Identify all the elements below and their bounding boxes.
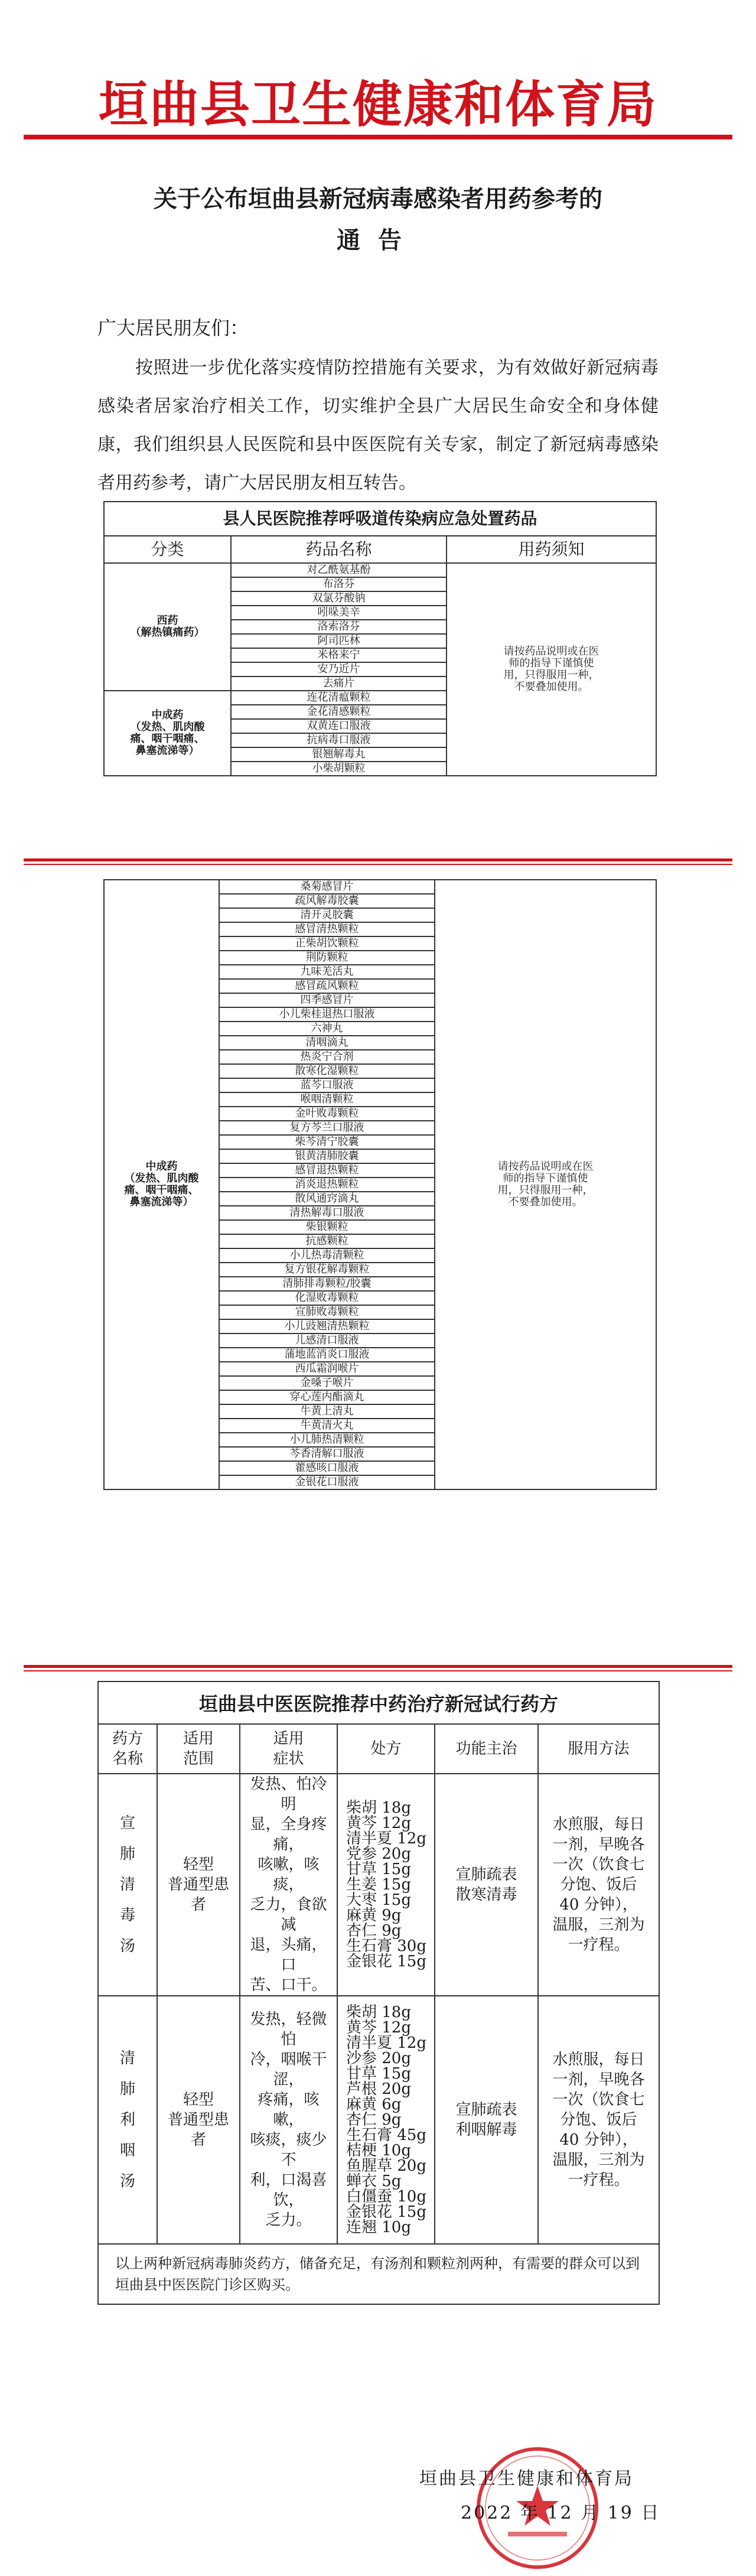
prescription-function-2: 宣肺疏表 利咽解毒 — [435, 1996, 538, 2244]
table3-title: 垣曲县中医医院推荐中药治疗新冠试行药方 — [98, 1681, 659, 1724]
table-cell: 小儿豉翘清热颗粒 — [219, 1319, 435, 1333]
prescription-name-1: 宣 肺 清 毒 汤 — [98, 1774, 157, 1996]
table-cell: 复方银花解毒颗粒 — [219, 1263, 435, 1277]
table1-category-tcm: 中成药 （发热、肌肉酸 痛、咽干咽痛、 鼻塞流涕等） — [104, 691, 231, 776]
section-divider-1 — [24, 858, 732, 861]
table-cell: 六神丸 — [219, 1022, 435, 1036]
table-cell: 疏风解毒胶囊 — [219, 894, 435, 908]
section-divider-1b — [24, 864, 732, 865]
prescription-ingredients-2: 柴胡 18g 黄芩 12g 清半夏 12g 沙参 20g 甘草 15g 芦根 20g 麻黄 6g 杏仁 9g 生石膏 45g 桔梗 10g 鱼腥草 20g 蝉衣 5g 白僵蚕 10g 金银花 15g 连翘 10g — [337, 1996, 435, 2244]
signature-org: 垣曲县卫生健康和体育局 — [419, 2468, 634, 2489]
table-cell: 米格来宁 — [231, 648, 447, 662]
table-cell: 清开灵胶囊 — [219, 908, 435, 922]
prescription-scope-1: 轻型 普通型患者 — [157, 1774, 240, 1996]
table-cell: 西瓜霜润喉片 — [219, 1362, 435, 1376]
prescription-symptoms-2: 发热，轻微怕 冷，咽喉干涩， 疼痛，咳嗽， 咳痰，痰少不 利，口渴喜饮， 乏力。 — [240, 1996, 337, 2244]
header-red-rule — [24, 135, 732, 139]
table-cell: 对乙酰氨基酚 — [231, 563, 447, 577]
table-cell: 安乃近片 — [231, 662, 447, 676]
table-cell: 柴芩清宁胶囊 — [219, 1135, 435, 1149]
table-cell: 清咽滴丸 — [219, 1036, 435, 1050]
table-cell: 蒲地蓝消炎口服液 — [219, 1348, 435, 1362]
table3-header-name: 药方 名称 — [98, 1724, 157, 1774]
table-cell: 喉咽清颗粒 — [219, 1092, 435, 1107]
table-cell: 银翘解毒丸 — [231, 747, 447, 762]
table-cell: 桑菊感冒片 — [219, 880, 435, 894]
prescription-function-1: 宣肺疏表 散寒清毒 — [435, 1774, 538, 1996]
notice-title-line2: 通告 — [337, 226, 419, 254]
table-cell: 热炎宁合剂 — [219, 1050, 435, 1064]
table2-usage-note: 请按药品说明或在医 师的指导下谨慎使 用，只得服用一种， 不要叠加使用。 — [435, 880, 656, 1489]
table3-header-function: 功能主治 — [435, 1724, 538, 1774]
table-cell: 消炎退热颗粒 — [219, 1178, 435, 1192]
table-cell: 小儿热毒清颗粒 — [219, 1248, 435, 1263]
table-cell: 感冒清热颗粒 — [219, 922, 435, 936]
table-cell: 荆防颗粒 — [219, 951, 435, 965]
table-cell: 抗病毒口服液 — [231, 733, 447, 747]
table-cell: 布洛芬 — [231, 577, 447, 591]
table-cell: 清肺排毒颗粒/胶囊 — [219, 1277, 435, 1291]
table-cell: 抗感颗粒 — [219, 1234, 435, 1248]
table-cell: 感冒退热颗粒 — [219, 1163, 435, 1178]
table-cell: 金银花口服液 — [219, 1475, 435, 1489]
table3-footnote: 以上两种新冠病毒肺炎药方，储备充足，有汤剂和颗粒剂两种，有需要的群众可以到垣曲县中医医院门诊区购买。 — [98, 2244, 659, 2304]
table-cell: 金叶败毒颗粒 — [219, 1107, 435, 1121]
table-cell: 吲哚美辛 — [231, 606, 447, 620]
table-tcm-continued — [103, 879, 657, 1490]
table-cell: 双氯芬酸钠 — [231, 591, 447, 606]
table2-category-tcm: 中成药 （发热、肌肉酸 痛、咽干咽痛、 鼻塞流涕等） — [104, 880, 219, 1489]
table-cell: 洛索洛芬 — [231, 620, 447, 634]
table-cell: 芩香清解口服液 — [219, 1447, 435, 1461]
table3-header-scope: 适用 范围 — [157, 1724, 240, 1774]
prescription-usage-1: 水煎服，每日 一剂，早晚各 一次（饮食七 分饱、饭后 40 分钟）， 温服，三剂为 一疗程。 — [538, 1774, 659, 1996]
prescription-name-2: 清 肺 利 咽 汤 — [98, 1996, 157, 2244]
section-divider-2b — [24, 1670, 732, 1671]
table-cell: 小儿肺热清颗粒 — [219, 1433, 435, 1447]
table1-header-note: 用药须知 — [447, 536, 656, 563]
table-cell: 感冒疏风颗粒 — [219, 979, 435, 993]
table-cell: 藿感咳口服液 — [219, 1461, 435, 1475]
table-cell: 复方芩兰口服液 — [219, 1121, 435, 1135]
table-cell: 柴银颗粒 — [219, 1220, 435, 1234]
table-cell: 金花清感颗粒 — [231, 705, 447, 719]
signature-date: 2022 年 12 月 19 日 — [461, 2503, 661, 2523]
table-cell: 蓝芩口服液 — [219, 1078, 435, 1092]
table-cell: 去痛片 — [231, 676, 447, 691]
table-cell: 金嗓子喉片 — [219, 1376, 435, 1390]
prescription-scope-2: 轻型 普通型患者 — [157, 1996, 240, 2244]
prescription-symptoms-1: 发热、怕冷明 显，全身疼痛， 咳嗽，咳痰， 乏力，食欲减 退，头痛，口 苦、口干。 — [240, 1774, 337, 1996]
table1-category-western: 西药 （解热镇痛药） — [104, 563, 231, 691]
prescription-usage-2: 水煎服，每日 一剂，早晚各 一次（饮食七 分饱、饭后 40 分钟）， 温服，三剂为 一疗程。 — [538, 1996, 659, 2244]
table-cell: 九味羌活丸 — [219, 965, 435, 979]
table-cell: 牛黄清火丸 — [219, 1419, 435, 1433]
greeting: 广大居民朋友们： — [97, 317, 249, 339]
table-cell: 双黄连口服液 — [231, 719, 447, 733]
table1-header-category: 分类 — [104, 536, 231, 563]
table-cell: 儿感清口服液 — [219, 1333, 435, 1348]
table-cell: 散寒化湿颗粒 — [219, 1064, 435, 1078]
table3-header-prescription: 处方 — [337, 1724, 435, 1774]
table-cell: 正柴胡饮颗粒 — [219, 936, 435, 951]
table3-header-usage: 服用方法 — [538, 1724, 659, 1774]
table-cell: 阿司匹林 — [231, 634, 447, 648]
table-cell: 穿心莲内酯滴丸 — [219, 1390, 435, 1404]
issuer-header: 垣曲县卫生健康和体育局 — [98, 75, 657, 134]
table-tcm-hospital-prescriptions — [97, 1681, 660, 2305]
table-cell: 小儿柴桂退热口服液 — [219, 1007, 435, 1022]
table-cell: 牛黄上清丸 — [219, 1404, 435, 1419]
table3-header-symptoms: 适用 症状 — [240, 1724, 337, 1774]
table-cell: 清热解毒口服液 — [219, 1206, 435, 1220]
table-cell: 散风通窍滴丸 — [219, 1192, 435, 1206]
table-cell: 连花清瘟颗粒 — [231, 691, 447, 705]
table-cell: 宣肺败毒颗粒 — [219, 1305, 435, 1319]
table1-header-drug: 药品名称 — [231, 536, 447, 563]
section-divider-2 — [24, 1665, 732, 1668]
table1-usage-note: 请按药品说明或在医 师的指导下谨慎使 用，只得服用一种， 不要叠加使用。 — [447, 563, 656, 776]
table-cell: 小柴胡颗粒 — [231, 762, 447, 776]
table-cell: 四季感冒片 — [219, 993, 435, 1007]
body-paragraph: 按照进一步优化落实疫情防控措施有关要求，为有效做好新冠病毒感染者居家治疗相关工作，切实维护全县广大居民生命安全和身体健康，我们组织县人民医院和县中医医院有关专家，制定了新冠病毒感染者用药参考，请广大居民朋友相互转告。 — [97, 357, 659, 493]
table-people-hospital — [103, 501, 657, 776]
table-cell: 银黄清肺胶囊 — [219, 1149, 435, 1163]
table1-title: 县人民医院推荐呼吸道传染病应急处置药品 — [104, 502, 656, 536]
table-cell: 化湿败毒颗粒 — [219, 1291, 435, 1305]
notice-title-line1: 关于公布垣曲县新冠病毒感染者用药参考的 — [154, 185, 602, 213]
prescription-ingredients-1: 柴胡 18g 黄芩 12g 清半夏 12g 党参 20g 甘草 15g 生姜 15g 大枣 15g 麻黄 9g 杏仁 9g 生石膏 30g 金银花 15g — [337, 1774, 435, 1996]
